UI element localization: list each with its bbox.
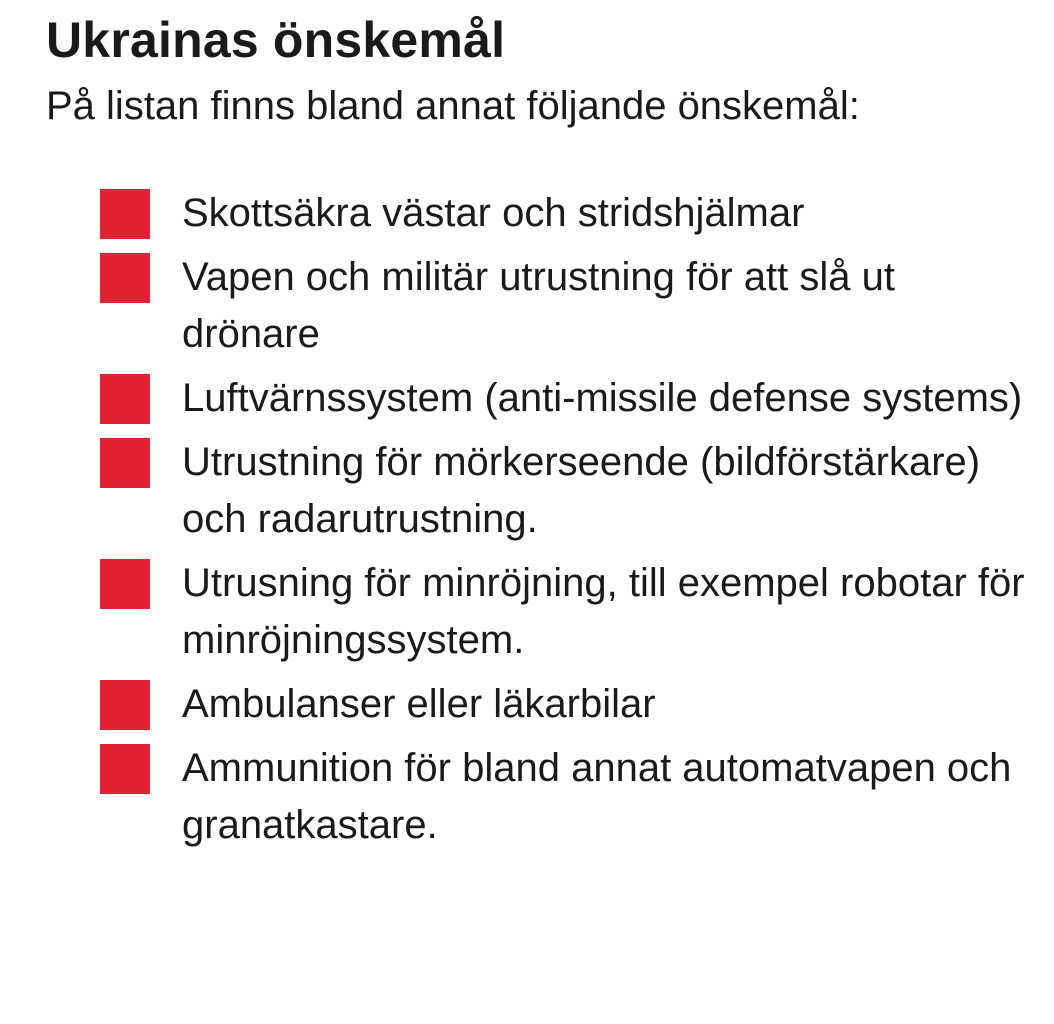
square-bullet-icon	[100, 680, 150, 730]
list-item	[100, 558, 1030, 669]
intro-text: På listan finns bland annat följande önskemål:	[46, 84, 860, 128]
square-bullet-icon	[100, 559, 150, 609]
square-bullet-icon	[100, 189, 150, 239]
list-item	[100, 437, 1030, 548]
list-item-text: Ammunition för bland annat automatvapen och granatkastare.	[182, 746, 1012, 847]
list-item-text: Luftvärnssystem (anti-missile defense systems)	[182, 376, 1023, 420]
square-bullet-icon	[100, 438, 150, 488]
list-item	[100, 252, 1030, 363]
list-item-text: Utrustning för mörkerseende (bildförstärkare) och radarutrustning.	[182, 440, 981, 541]
list-item	[100, 679, 1030, 733]
square-bullet-icon	[100, 744, 150, 794]
list-item	[100, 188, 1030, 242]
list-item-text: Ambulanser eller läkarbilar	[182, 682, 656, 726]
list-item-text: Vapen och militär utrustning för att slå ut drönare	[182, 255, 895, 356]
square-bullet-icon	[100, 374, 150, 424]
page-title: Ukrainas önskemål	[46, 12, 506, 68]
square-bullet-icon	[100, 253, 150, 303]
list-item-text: Utrusning för minröjning, till exempel robotar för minröjningssystem.	[182, 561, 1025, 662]
list-item	[100, 743, 1030, 854]
wish-list	[100, 188, 1030, 864]
list-item-text: Skottsäkra västar och stridshjälmar	[182, 191, 805, 235]
list-item	[100, 373, 1030, 427]
